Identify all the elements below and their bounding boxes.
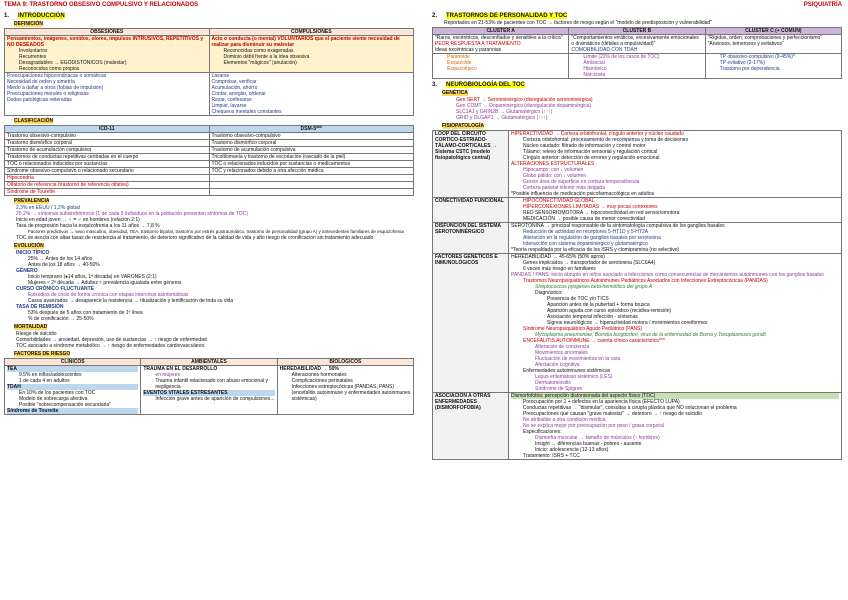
pathophysiology-table bbox=[432, 130, 842, 460]
list-item: 53% después de 5 años con tratamiento de 1ª línea bbox=[28, 310, 143, 316]
list-item: Desagradables → EGODISTÓNICOS (malestar) bbox=[19, 60, 127, 66]
document-title: TEMA 9: TRASTORNO OBSESIVO COMPULSIVO Y RELACIONADOS bbox=[4, 2, 199, 8]
table-row: Trastornos de conductas repetitivas centradas en el cuerpo Tricotilomanía y trastorno de excoriación (rascado de la piel) bbox=[5, 154, 414, 161]
list-item: Limpiar, lavarse bbox=[211, 103, 247, 109]
list-item: Inicio temprano (♦14 años, 1ª década) en VARONES (2:1) bbox=[28, 274, 157, 280]
table-row: Síndrome obsesivo-compulsivo o relacionado secundario TOC y relacionados debido a otra afección médica bbox=[5, 168, 414, 175]
list-item: SLC1A1 y GRIN2B → Glutamatérgico (↑↑↑) bbox=[456, 109, 553, 115]
list-item: Necesidad de orden y simetría bbox=[7, 79, 75, 85]
table-row: Trastorno de acumulación compulsiva Trastorno de acumulación compulsiva bbox=[5, 147, 414, 154]
list-item: TOC se asocia con altas tasas de resistencia al tratamiento, de deterioro significativo de la calidad de vida y alto riesgo de cronificación sin tratamiento adecuado. bbox=[16, 235, 375, 241]
list-item: 20,2% → síntomas subsindrómicos (1 de cada 5 individuos en la población presentan síntomas de TOC) bbox=[16, 211, 248, 217]
list-item: % de cronificación → 25-50% bbox=[28, 316, 94, 322]
compulsions-intro: Acto o conducta (o mental) VOLUNTARIOS que el paciente siente necesidad de realizar para disminuir su malestar bbox=[211, 36, 400, 48]
list-item: Casos avanzados → desaparece la resistencia → ritualización y lentificación de toda su vida bbox=[28, 298, 234, 304]
section-introduccion: 1. INTRODUCCIÓN bbox=[4, 13, 65, 19]
list-item: Comorbilidades → ansiedad, depresión, uso de sustancias → ↑ riesgo de enfermedad bbox=[16, 337, 207, 343]
list-item: Preocupaciones morales o religiosas bbox=[7, 91, 89, 97]
list-item: Contar, arreglar, ordenar bbox=[211, 91, 266, 97]
list-item: 2,3% en EEUU / 1,2% global bbox=[16, 205, 80, 211]
list-item: Elementos "mágicos" (anulación) bbox=[223, 60, 297, 66]
subsection-definicion: DEFINICIÓN bbox=[14, 21, 43, 27]
list-item: Involuntarios bbox=[19, 48, 48, 54]
table-row: Síndrome de Tourette bbox=[5, 189, 414, 196]
subsection-mortalidad: MORTALIDAD bbox=[14, 324, 48, 330]
list-item: Mujeres ≈ 2ª década → Adultez ≈ prevalencia igualada entre géneros bbox=[28, 280, 182, 286]
table-row: DISFUNCIÓN DEL SISTEMA SEROTONINÉRGICO SEROTONINA → principal responsable de la sintomatología compulsiva de los ganglios basales Reducción de actividad en receptores 5-HT1D y 5-HT2A Alteración en la regulación de ganglios basales por serotonina Interacción con sistema dopaminérgico y glutamatérgico *Teoría respaldada por la eficacia de los ISRS y clomipramina (no selectivo) bbox=[433, 223, 842, 254]
list-item: Riesgo de suicidio bbox=[16, 331, 57, 337]
subsection-clasificacion: CLASIFICACIÓN bbox=[14, 118, 54, 124]
left-column bbox=[4, 10, 414, 415]
classification-table bbox=[4, 125, 414, 196]
subsection-evolucion: EVOLUCIÓN bbox=[14, 243, 44, 249]
list-item: Tasa de progresión hacia la esquizofrenia a los 11 años → 7,8 % bbox=[16, 223, 160, 229]
list-item: 25% → Antes de los 14 años bbox=[28, 256, 93, 262]
subsection-prevalencia: PREVALENCIA bbox=[14, 198, 50, 204]
subsection-factores-riesgo: FACTORES DE RIESGO bbox=[14, 351, 71, 357]
subsection-fisiopatologia: FISIOPATOLOGÍA bbox=[442, 123, 484, 129]
col-biologicos: BIOLÓGICOS bbox=[277, 359, 413, 366]
definition-table bbox=[4, 28, 414, 116]
section-neurobiologia: 3. NEUROBIOLOGÍA DEL TOC bbox=[432, 82, 525, 88]
list-item: Chequeos mentales constantes bbox=[211, 109, 282, 115]
section-intro: Reportados en 21-53% de pacientes con TOC → factores de riesgo según el "modelo de predisposición y vulnerabilidad" bbox=[444, 20, 712, 26]
list-item: Lavarse bbox=[211, 73, 230, 79]
list-item: Factores predictivos → sexo masculino, obesidad, TEA, trastorno bipolar, trastorno por estrés postraumático, trastorno de personalidad (grupo A) y antecedentes familiares de esquizofrenia bbox=[28, 229, 404, 234]
list-item: Antes de los 18 años → 40-50% bbox=[28, 262, 100, 268]
evo-remision: TASA DE REMISIÓN bbox=[16, 304, 64, 310]
evo-genero: GÉNERO bbox=[16, 268, 38, 274]
table-row: Olfatorio de referencia (trastorno de referencia olfativa) bbox=[5, 182, 414, 189]
list-item: Dudas patológicas reiteradas bbox=[7, 97, 72, 103]
list-item: Episodios de crisis de forma crónica con etapas intercrisis asintomáticas bbox=[28, 292, 189, 298]
right-column bbox=[432, 10, 842, 460]
section-personalidad: 2. TRASTORNOS DE PERSONALIDAD Y TOC bbox=[432, 13, 568, 19]
table-row: FACTORES GENÉTICOS E INMUNOLÓGICOS HEREDABILIDAD → 45-65% (50% aprox) Genes implicados → transportador de serotonina (SLC6A4) 6 veces más riesgo en familiares PANDAS / PANS: inicio abrupto en niños asociado a infecciones como consecuencias de mecanismos autoinmunes con los ganglios basales Trastornos Neuropsiquiátricos Autoinmunes Pediátricos Asociados con Infecciones Estreptocócicas (PANDAS) Streptococcus pyogenes beta-hemolítico del grupo A Diagnóstico: Presencia de TOC y/o TICS Aparición antes de la pubertad + forma brusca Aparición aguda con curso episódico (recidiva-remisión) Asociación temporal infección - síntomas Signos neurológicos → hiperactividad motora / movimientos coreiformes Síndrome Neuropsiquiátrico Agudo Pediátrico (PANS) Mycoplasma pneumoniae, Borrelia burgdorferi, virus de la enfermedad de Borna y Toxoplasmosis gondii ENCEFALITIS AUTOINMUNE → cuenta clínico característico*** Alteración de conciencia Movimientos anormales Fluctuación de movimientos en la cara Afectación cognitiva Enfermedades autoinmunes sistémicas Lupus eritematoso sistémico (LES) Dermatomiositis Síndrome de Sjögren bbox=[433, 254, 842, 393]
subsection-genetica: GENÉTICA bbox=[442, 90, 468, 96]
list-item: Miedo a dañar a otros (fobias de impulsión) bbox=[7, 85, 104, 91]
list-item: Gen COMT → Dopaminérgico (disregulación dopaminérgica) bbox=[456, 103, 592, 109]
table-row: Hipocondría bbox=[5, 175, 414, 182]
list-item: Gen SERT → Serotoninérgico (disregulación serotoninérgica) bbox=[456, 97, 593, 103]
obsessions-intro: Pensamientos, imágenes, sonidos, olores, impulsos INTRUSIVOS, REPETITIVOS y NO DESEADOS bbox=[7, 36, 204, 48]
table-row: Trastorno dismórfico corporal Trastorno dismórfico corporal bbox=[5, 140, 414, 147]
col-compulsiones: COMPULSIONES bbox=[209, 29, 414, 36]
table-row: LOOP DEL CIRCUITO CORTICO-ESTRIADO-TÁLAMO-CORTICALES → Sistema CSTC (modelo fisiopatológico central) HIPERACTIVIDAD → Corteza orbitofrontal, cíngulo anterior y núcleo caudado Corteza orbitofrontal: procesamiento de recompensa y toma de decisiones Núcleo caudado: filtrado de información y control motor Tálamo: relevo de información sensorial y regulación cortical Cíngulo anterior: detección de errores y regulación emocional ALTERACIONES ESTRUCTURALES Hipocampo: con ↓ volumen Globo pálido: con ↓ volumen Grosor área de superficie en corteza temporal/insula Corteza parietal inferior más delgada *Posible influencia de medicación psicofarmacológica en adultos bbox=[433, 131, 842, 198]
col-ambientales: AMBIENTALES bbox=[141, 359, 277, 366]
col-clinicos: CLÍNICOS bbox=[5, 359, 141, 366]
list-item: TOC asociado a síndrome metabólico → ↑ riesgo de enfermedades cardiovasculares bbox=[16, 343, 205, 349]
list-item: Dominio débil frente a la idea obsesiva bbox=[223, 54, 310, 60]
list-item: Comprobar, verificar bbox=[211, 79, 257, 85]
evo-curso: CURSO CRÓNICO FLUCTUANTE bbox=[16, 286, 95, 292]
table-row: ASOCIACIÓN A OTRAS ENFERMEDADES (DISMORFOFOBIA) Dismorfofobia: percepción distorsionada del aspecto físico (TDC) Preocupación por 1 + defectos en la apariencia física (EFECTO LUPA) Conductas repetitivas → "disimular", consultas a cirugía plástica que NO solucionan el problema Preocupaciones que causan "grave malestar" → deterioro → ↑ riesgo de suicidio No atribuible a otra condición médica No se explica mejor por preocupación por peso / grasa corporal Especificaciones: Dismorfia muscular → tamaño de músculos (↑ hombres) Insight → diferencias buenas - pobres - ausente Inicio: adolescencia (12-13 años) Tratamiento: ISRS + TCC bbox=[433, 393, 842, 460]
list-item: Reconocidos como propios bbox=[19, 66, 80, 72]
list-item: Preocupaciones hipocondríacas o somáticas bbox=[7, 73, 107, 79]
col-obsesiones: OBSESIONES bbox=[5, 29, 210, 36]
risk-factors-table: CLÍNICOS AMBIENTALES BIOLÓGICOS TEA 9,5% en niños/adolescentes 1 de cada 4 en adultos TDAH En 10% de los pacientes con TOC Modelo de sobrecarga afectiva Posible "sobrecompensación secundaria" Síndrome de Tourette TRAUMA EN EL DESARROLLO en mujeres Trauma infantil relacionado con abuso emocional y negligencia EVENTOS VITALES ESTRESANTES Infección grave antes de aparición de compulsiones... HEREDABILIDAD → 50% Alteraciones hormonales Complicaciones perinatales Infecciones estreptocócicas (PANDAS, PANS) (encefalitis autoinmune y enfermedades autoinmunes sistémicas) bbox=[4, 358, 414, 415]
list-item: GRID y DLGAP1 → Glutamatérgico (↑↑↑) bbox=[456, 115, 548, 121]
list-item: Inicio en edad joven → ♀ = ♂ en hombres (relación 2:1) bbox=[16, 217, 140, 223]
col-icd11: ICD-11 bbox=[5, 126, 210, 133]
list-item: Reconocidas como exageradas bbox=[223, 48, 294, 54]
table-row: Trastorno obsesivo-compulsivo Trastorno obsesivo-compulsivo bbox=[5, 133, 414, 140]
table-row: CONECTIVIDAD FUNCIONAL HIPOCONECTIVIDAD GLOBAL HIPERCONEXIONES LIMITADAS → muy pocas conexiones RED SENSORIOMOTORA → hipoconectividad en red sensoriomotora MEDICACIÓN → posible causa de menor conectividad bbox=[433, 198, 842, 223]
evo-inicio: INICIO TÍPICO bbox=[16, 250, 50, 256]
list-item: Rezar, confesarse bbox=[211, 97, 252, 103]
list-item: Acumulación, ahorro bbox=[211, 85, 258, 91]
col-dsm5: DSM-5*** bbox=[209, 126, 414, 133]
list-item: Recurrentes bbox=[19, 54, 47, 60]
personality-table: CLUSTER A CLUSTER B CLUSTER C (+ COMÚN) "Raros, excéntricos, desconfiados y sensibles a la crítica" PEOR RESPUESTA A TRATAMIENTO Ideas excéntricas y paranoias "Comportamientos erráticos, excesivamente emocionales o dramáticos (débiles a impulsividad)" COMORBILIDAD CON TDAH "Rígidos, orden, comprobaciones y perfeccionismo" "Ansiosos, temerosos y evitativos" Paranoide Esquizoide Esquizotípico Límite (22% de los casos de TOC) Antisocial Histriónico Narcisista TP obsesivo-compulsivo (9-45%)* TP evitativo (2-17%) Trastorno por dependencia bbox=[432, 27, 842, 79]
subject-label: PSIQUIATRÍA bbox=[803, 2, 842, 8]
table-row: TOC o relacionados inducidos por sustancias TOC o relacionados inducidos por sustancias o medicamentos bbox=[5, 161, 414, 168]
